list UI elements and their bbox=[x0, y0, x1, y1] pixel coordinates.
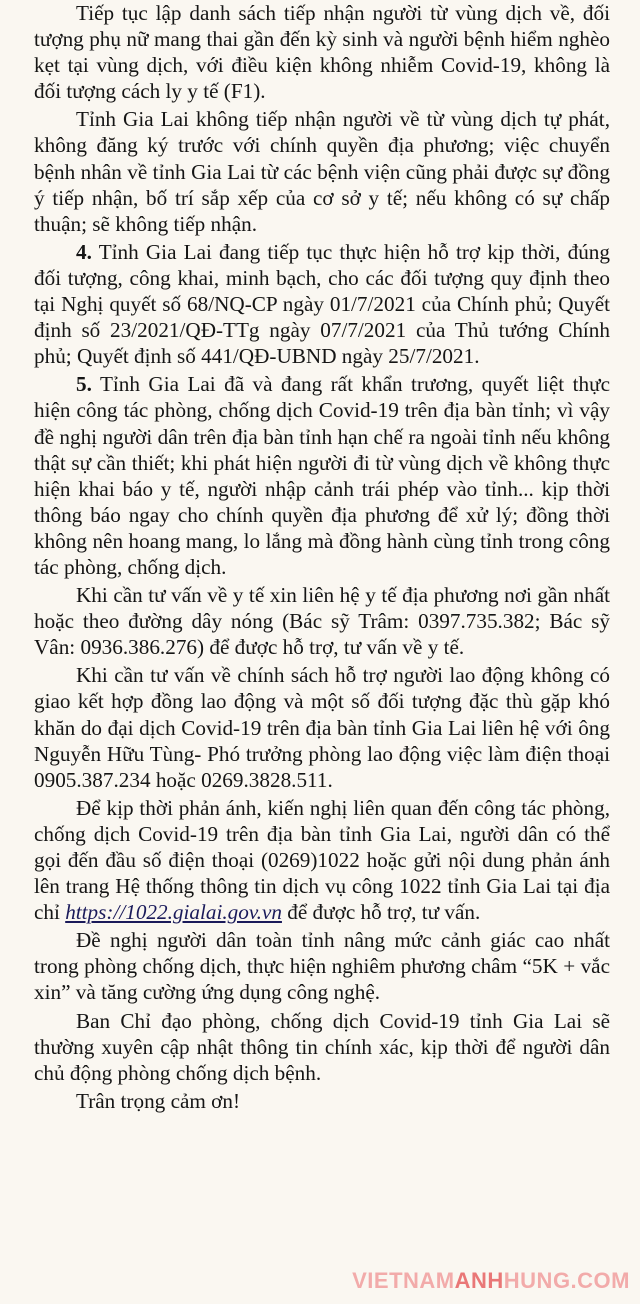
paragraph-item-4: 4. Tỉnh Gia Lai đang tiếp tục thực hiện hỗ trợ kịp thời, đúng đối tượng, công khai, minh bạch, cho các đối tượng quy định theo tại Nghị quyết số 68/NQ-CP ngày 01/7/2021 của Chính phủ; Quyết định số 23/2021/QĐ-TTg ngày 07/7/2021 của Thủ tướng Chính phủ; Quyết định số 441/QĐ-UBND ngày 25/7/2021. bbox=[34, 239, 610, 369]
item-number-5: 5. bbox=[76, 372, 92, 397]
paragraph-no-self-return: Tỉnh Gia Lai không tiếp nhận người về từ vùng dịch tự phát, không đăng ký trước với chính quyền địa phương; việc chuyển bệnh nhân về tỉnh Gia Lai từ các bệnh viện cũng phải được sự đồng ý tiếp nhận, bố trí sắp xếp của cơ sở y tế; nếu không có sự chấp thuận; sẽ không tiếp nhận. bbox=[34, 107, 610, 236]
portal-link[interactable]: https://1022.gialai.gov.vn bbox=[65, 900, 282, 925]
paragraph-thanks: Trân trọng cảm ơn! bbox=[76, 1088, 241, 1113]
paragraph-vigilance: Đề nghị người dân toàn tỉnh nâng mức cảnh giác cao nhất trong phòng chống dịch, thực hiện nghiêm phương châm “5K + vắc xin” và tăng cường ứng dụng công nghệ. bbox=[34, 928, 610, 1005]
paragraph-item-5: 5. Tỉnh Gia Lai đã và đang rất khẩn trương, quyết liệt thực hiện công tác phòng, chống dịch Covid-19 trên địa bàn tỉnh; vì vậy đề nghị người dân trên địa bàn tỉnh hạn chế ra ngoài tỉnh nếu không thật sự cần thiết; khi phát hiện người đi từ vùng dịch về không thực hiện khai báo y tế, người nhập cảnh trái phép vào tỉnh... kịp thời thông báo ngay cho chính quyền địa phương để xử lý; đồng thời không nên hoang mang, lo lắng mà đồng hành cùng tỉnh trong công tác phòng, chống dịch. bbox=[34, 372, 610, 579]
paragraph-f1-list: Tiếp tục lập danh sách tiếp nhận người từ vùng dịch về, đối tượng phụ nữ mang thai gần đến kỳ sinh và người bệnh hiểm nghèo kẹt tại vùng dịch, với điều kiện không nhiễm Covid-19, không là đối tượng cách ly y tế (F1). bbox=[34, 1, 610, 104]
paragraph-labor-support: Khi cần tư vấn về chính sách hỗ trợ người lao động không có giao kết hợp đồng lao động và một số đối tượng đặc thù gặp khó khăn do đại dịch Covid-19 trên địa bàn tỉnh Gia Lai liên hệ với ông Nguyễn Hữu Tùng- Phó trưởng phòng lao động việc làm điện thoại 0905.387.234 hoặc 0269.3828.511. bbox=[34, 663, 610, 792]
item-number-4: 4. bbox=[76, 239, 92, 264]
paragraph-feedback-1022: Để kịp thời phản ánh, kiến nghị liên quan đến công tác phòng, chống dịch Covid-19 trên địa bàn tỉnh Gia Lai, người dân có thể gọi đến đầu số điện thoại (0269)1022 hoặc gửi nội dung phản ánh lên trang Hệ thống thông tin dịch vụ công 1022 tỉnh Gia Lai tại địa chỉ https://1022.gialai.gov.vn để được hỗ trợ, tư vấn. bbox=[34, 795, 610, 925]
site-watermark: VIETNAMANHHUNG.COM bbox=[352, 1268, 630, 1293]
paragraph-steering-committee: Ban Chỉ đạo phòng, chống dịch Covid-19 tỉnh Gia Lai sẽ thường xuyên cập nhật thông tin chính xác, kịp thời để người dân chủ động phòng chống dịch bệnh. bbox=[34, 1008, 610, 1085]
paragraph-medical-hotline: Khi cần tư vấn về y tế xin liên hệ y tế địa phương nơi gần nhất hoặc theo đường dây nóng (Bác sỹ Trâm: 0397.735.382; Bác sỹ Vân: 0936.386.276) để được hỗ trợ, tư vấn về y tế. bbox=[34, 583, 610, 660]
